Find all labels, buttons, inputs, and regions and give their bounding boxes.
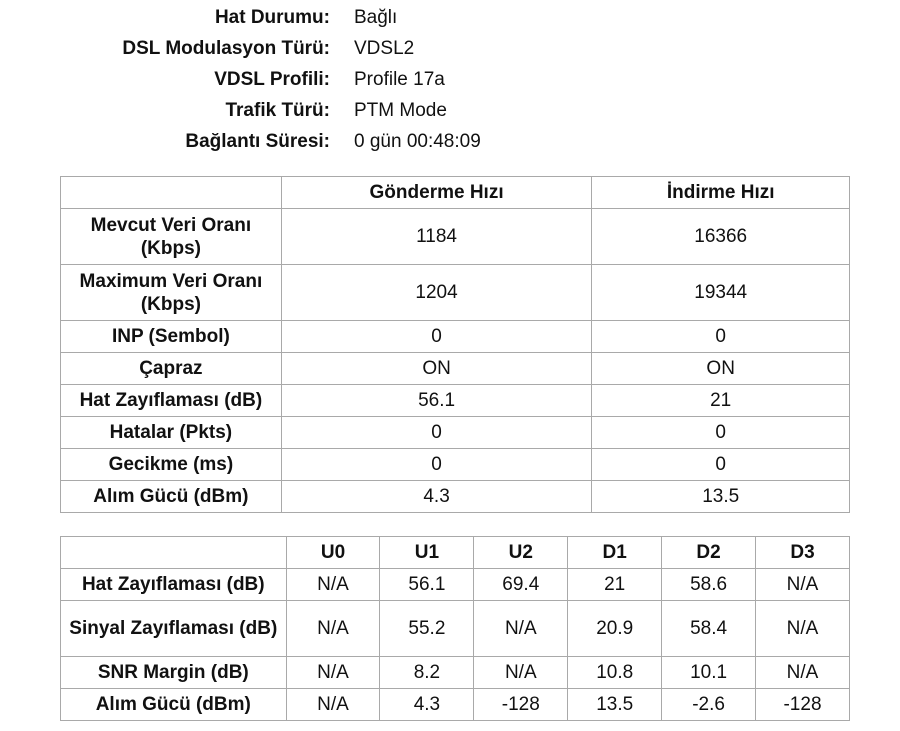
status-label: DSL Modulasyon Türü: bbox=[122, 37, 330, 59]
header-upload-rate: Gönderme Hızı bbox=[281, 177, 592, 209]
row-label: Sinyal Zayıflaması (dB) bbox=[61, 601, 287, 657]
band-value: 56.1 bbox=[380, 569, 474, 601]
status-row-modulation bbox=[0, 33, 900, 64]
band-value: -128 bbox=[474, 689, 568, 721]
header-download-rate: İndirme Hızı bbox=[592, 177, 850, 209]
download-value: 0 bbox=[592, 417, 850, 449]
table-row bbox=[61, 601, 850, 657]
download-value: 21 bbox=[592, 385, 850, 417]
table-row bbox=[61, 569, 850, 601]
table-row bbox=[61, 265, 850, 321]
band-value: N/A bbox=[756, 569, 850, 601]
band-value: 13.5 bbox=[568, 689, 662, 721]
band-value: 10.8 bbox=[568, 657, 662, 689]
band-value: 69.4 bbox=[474, 569, 568, 601]
band-value: 58.4 bbox=[662, 601, 756, 657]
band-value: 58.6 bbox=[662, 569, 756, 601]
status-row-line-state bbox=[0, 2, 900, 33]
status-row-traffic-type bbox=[0, 95, 900, 126]
header-band-u0: U0 bbox=[286, 537, 380, 569]
row-label: SNR Margin (dB) bbox=[61, 657, 287, 689]
status-label: Bağlantı Süresi: bbox=[185, 130, 330, 152]
header-band-d2: D2 bbox=[662, 537, 756, 569]
status-value: Profile 17a bbox=[354, 68, 445, 90]
header-band-u1: U1 bbox=[380, 537, 474, 569]
row-label: INP (Sembol) bbox=[61, 321, 282, 353]
table-header-row bbox=[61, 177, 850, 209]
band-value: -2.6 bbox=[662, 689, 756, 721]
table-row bbox=[61, 481, 850, 513]
row-label: Hat Zayıflaması (dB) bbox=[61, 385, 282, 417]
table-row bbox=[61, 417, 850, 449]
band-value: N/A bbox=[474, 601, 568, 657]
download-value: 0 bbox=[592, 321, 850, 353]
band-value: -128 bbox=[756, 689, 850, 721]
band-value: N/A bbox=[286, 657, 380, 689]
upload-value: 0 bbox=[281, 449, 592, 481]
header-band-d3: D3 bbox=[756, 537, 850, 569]
table-header-row bbox=[61, 537, 850, 569]
line-status-panel bbox=[0, 2, 900, 157]
upload-value: 1184 bbox=[281, 209, 592, 265]
download-value: 16366 bbox=[592, 209, 850, 265]
band-value: 4.3 bbox=[380, 689, 474, 721]
upload-value: 4.3 bbox=[281, 481, 592, 513]
upload-value: 56.1 bbox=[281, 385, 592, 417]
header-band-d1: D1 bbox=[568, 537, 662, 569]
upload-value: 0 bbox=[281, 417, 592, 449]
download-value: 19344 bbox=[592, 265, 850, 321]
status-row-profile bbox=[0, 64, 900, 95]
table-row bbox=[61, 689, 850, 721]
status-value: 0 gün 00:48:09 bbox=[354, 130, 481, 152]
header-cell bbox=[61, 177, 282, 209]
table-row bbox=[61, 657, 850, 689]
table-row bbox=[61, 385, 850, 417]
row-label: Alım Gücü (dBm) bbox=[61, 481, 282, 513]
status-value: PTM Mode bbox=[354, 99, 447, 121]
table-row bbox=[61, 209, 850, 265]
row-label: Mevcut Veri Oranı (Kbps) bbox=[61, 209, 282, 265]
header-cell bbox=[61, 537, 287, 569]
status-label: Trafik Türü: bbox=[225, 99, 330, 121]
upload-value: 0 bbox=[281, 321, 592, 353]
header-band-u2: U2 bbox=[474, 537, 568, 569]
bands-table bbox=[60, 536, 850, 721]
table-row bbox=[61, 321, 850, 353]
row-label: Alım Gücü (dBm) bbox=[61, 689, 287, 721]
rates-table bbox=[60, 176, 850, 513]
band-value: N/A bbox=[756, 601, 850, 657]
row-label: Maximum Veri Oranı (Kbps) bbox=[61, 265, 282, 321]
table-row bbox=[61, 449, 850, 481]
row-label: Çapraz bbox=[61, 353, 282, 385]
band-value: N/A bbox=[286, 689, 380, 721]
row-label: Hatalar (Pkts) bbox=[61, 417, 282, 449]
download-value: 13.5 bbox=[592, 481, 850, 513]
status-label: Hat Durumu: bbox=[214, 6, 330, 28]
download-value: ON bbox=[592, 353, 850, 385]
band-value: 55.2 bbox=[380, 601, 474, 657]
band-value: N/A bbox=[756, 657, 850, 689]
table-row bbox=[61, 353, 850, 385]
band-value: 8.2 bbox=[380, 657, 474, 689]
status-value: Bağlı bbox=[354, 6, 398, 28]
band-value: N/A bbox=[286, 601, 380, 657]
status-row-uptime bbox=[0, 126, 900, 157]
band-value: 20.9 bbox=[568, 601, 662, 657]
download-value: 0 bbox=[592, 449, 850, 481]
status-value: VDSL2 bbox=[354, 37, 415, 59]
band-value: 21 bbox=[568, 569, 662, 601]
band-value: N/A bbox=[474, 657, 568, 689]
status-label: VDSL Profili: bbox=[214, 68, 330, 90]
row-label: Gecikme (ms) bbox=[61, 449, 282, 481]
row-label: Hat Zayıflaması (dB) bbox=[61, 569, 287, 601]
band-value: 10.1 bbox=[662, 657, 756, 689]
band-value: N/A bbox=[286, 569, 380, 601]
upload-value: 1204 bbox=[281, 265, 592, 321]
upload-value: ON bbox=[281, 353, 592, 385]
